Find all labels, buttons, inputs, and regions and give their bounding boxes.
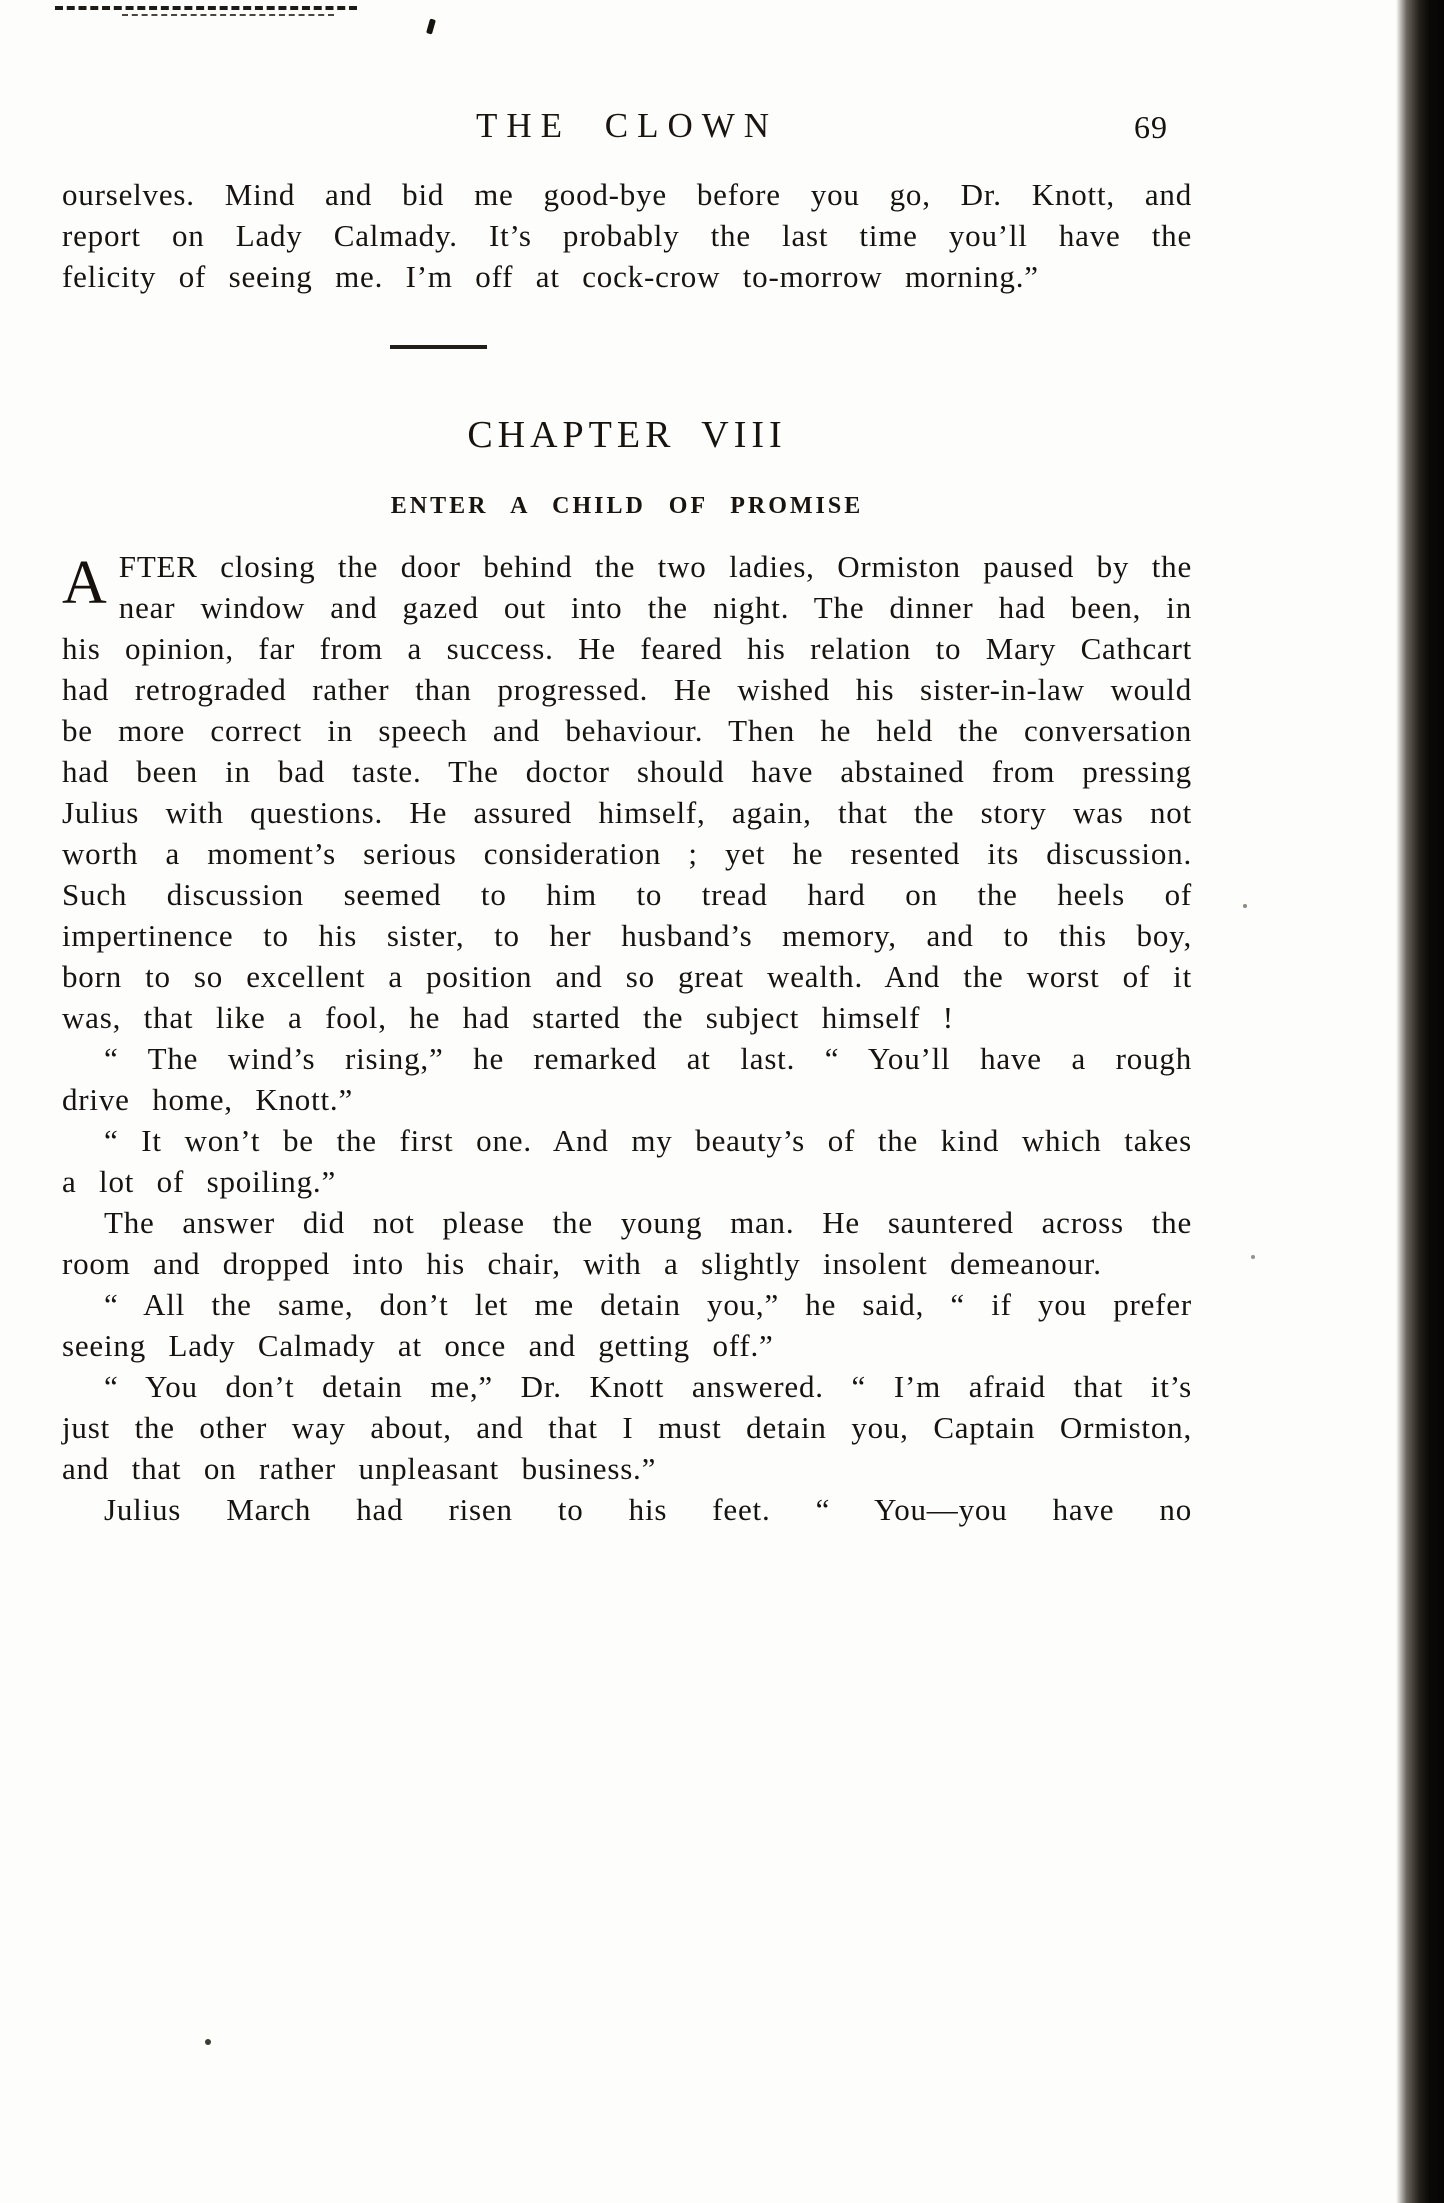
- book-binding-shadow: [1396, 0, 1444, 2203]
- scan-artifact-speck: [1251, 1255, 1255, 1259]
- paragraph: The answer did not please the young man. He sauntered across the room and dropped into his chair, with a slightly insolent demeanour.: [62, 1205, 1192, 1281]
- page-header: [62, 106, 1192, 150]
- drop-cap: A: [62, 549, 107, 617]
- chapter-subtitle: ENTER A CHILD OF PROMISE: [390, 493, 864, 519]
- section-divider: [390, 345, 487, 349]
- paragraph: “ It won’t be the first one. And my beauty’s of the kind which takes a lot of spoiling.”: [62, 1123, 1192, 1199]
- text-block: [62, 0, 1192, 1530]
- page-number: 69: [1134, 109, 1168, 145]
- paragraph: “ You don’t detain me,” Dr. Knott answered. “ I’m afraid that it’s just the other way about, and that I must detain you, Captain Ormiston, and that on rather unpleasant business.”: [62, 1369, 1192, 1486]
- running-head: THE CLOWN: [475, 106, 779, 145]
- paragraph: “ The wind’s rising,” he remarked at last. “ You’ll have a rough drive home, Knott.”: [62, 1041, 1192, 1117]
- opening-paragraph-text: FTER closing the door behind the two ladies, Ormiston paused by the near window and gazed out into the night. The dinner had been, in his opinion, far from a success. He feared his relation to Mary Cathcart had retrograded rather than progressed. He wished his sister-in-law would be more correct in speech and behaviour. Then he held the conversation had been in bad taste. The doctor should have abstained from pressing Julius with questions. He assured himself, again, that the story was not worth a moment’s serious consideration ; yet he resented its discussion. Such discussion seemed to him to tread hard on the heels of impertinence to his sister, to her husband’s memory, and to this boy, born to so excellent a position and so great wealth. And the worst of it was, that like a fool, he had started the subject himself !: [62, 549, 1192, 1035]
- scan-artifact-speck: [1243, 904, 1247, 908]
- chapter-heading: CHAPTER VIII: [467, 414, 787, 456]
- continuation-paragraph: ourselves. Mind and bid me good-bye before you go, Dr. Knott, and report on Lady Calmady. It’s probably the last time you’ll have the felicity of seeing me. I’m off at cock-crow to-morrow morning.”: [62, 177, 1192, 294]
- paragraph: Julius March had risen to his feet. “ You—you have no: [104, 1492, 1192, 1527]
- scan-artifact-speck: [205, 2039, 211, 2045]
- opening-paragraph: [62, 546, 1192, 1038]
- paragraph: “ All the same, don’t let me detain you,” he said, “ if you prefer seeing Lady Calmady at once and getting off.”: [62, 1287, 1192, 1363]
